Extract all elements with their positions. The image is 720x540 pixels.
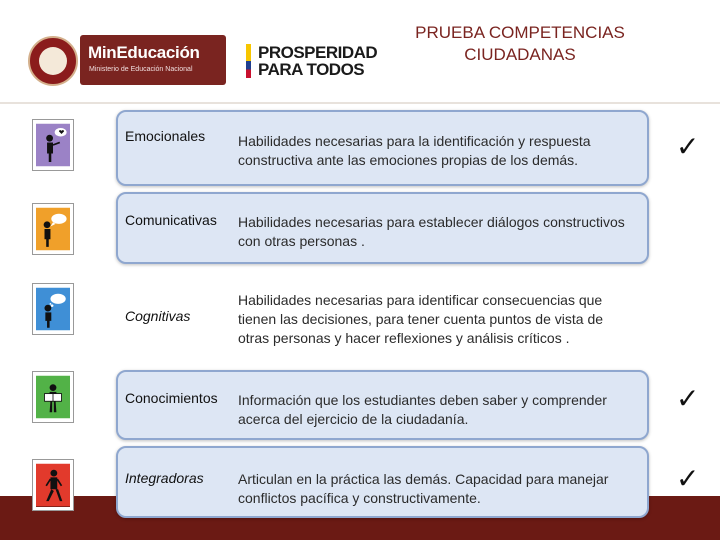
competency-description: Habilidades necesarias para la identificación y respuesta constructiva ante las emociones propias de los demás. <box>238 133 591 168</box>
competency-row-cognitivas <box>0 278 720 368</box>
competency-row-emocionales <box>0 110 720 186</box>
competency-description: Articulan en la práctica las demás. Capacidad para manejar conflictos pacífica y constructivamente. <box>238 471 609 506</box>
prosperidad-line-2: PARA TODOS <box>258 60 365 79</box>
mineducacion-subtitle: Ministerio de Educación Nacional <box>89 66 193 73</box>
competency-name: Cognitivas <box>125 308 191 324</box>
prosperidad-logo <box>246 43 378 79</box>
competency-row-comunicativas <box>0 192 720 264</box>
mineducacion-title: MinEducación <box>88 43 200 62</box>
competency-description: Habilidades necesarias para identificar consecuencias que tienen las decisiones, para tener cuenta puntos de vista de otras personas y hacer reflexiones y análisis críticos . <box>238 292 604 346</box>
header-divider <box>0 102 720 104</box>
person-reading-icon <box>33 372 73 422</box>
prosperidad-text <box>258 44 377 78</box>
colombia-seal-icon <box>28 36 78 86</box>
person-walking-icon <box>33 460 73 510</box>
person-thinking-cloud-icon <box>33 284 73 334</box>
competency-row-integradoras <box>0 446 720 518</box>
check-icon: ✓ <box>676 463 700 494</box>
check-icon: ✓ <box>676 383 700 414</box>
prosperidad-line-1: PROSPERIDAD <box>258 43 378 62</box>
competency-name: Conocimientos <box>125 390 218 406</box>
person-heart-thought-icon <box>33 120 73 170</box>
mineducacion-box <box>80 35 226 85</box>
competency-row-conocimientos <box>0 370 720 440</box>
person-speech-bubble-icon <box>33 204 73 254</box>
page-title: PRUEBA COMPETENCIAS CIUDADANAS <box>415 23 625 64</box>
competency-description: Información que los estudiantes deben saber y comprender acerca del ejercicio de la ciudadanía. <box>238 392 607 427</box>
competency-name: Integradoras <box>125 470 204 486</box>
check-icon: ✓ <box>676 131 700 162</box>
mineducacion-logo <box>28 33 226 87</box>
colombia-flag-icon <box>246 44 251 78</box>
competency-name: Emocionales <box>125 128 206 144</box>
competency-description: Habilidades necesarias para establecer diálogos constructivos con otras personas . <box>238 214 625 249</box>
competency-name: Comunicativas <box>125 212 217 228</box>
